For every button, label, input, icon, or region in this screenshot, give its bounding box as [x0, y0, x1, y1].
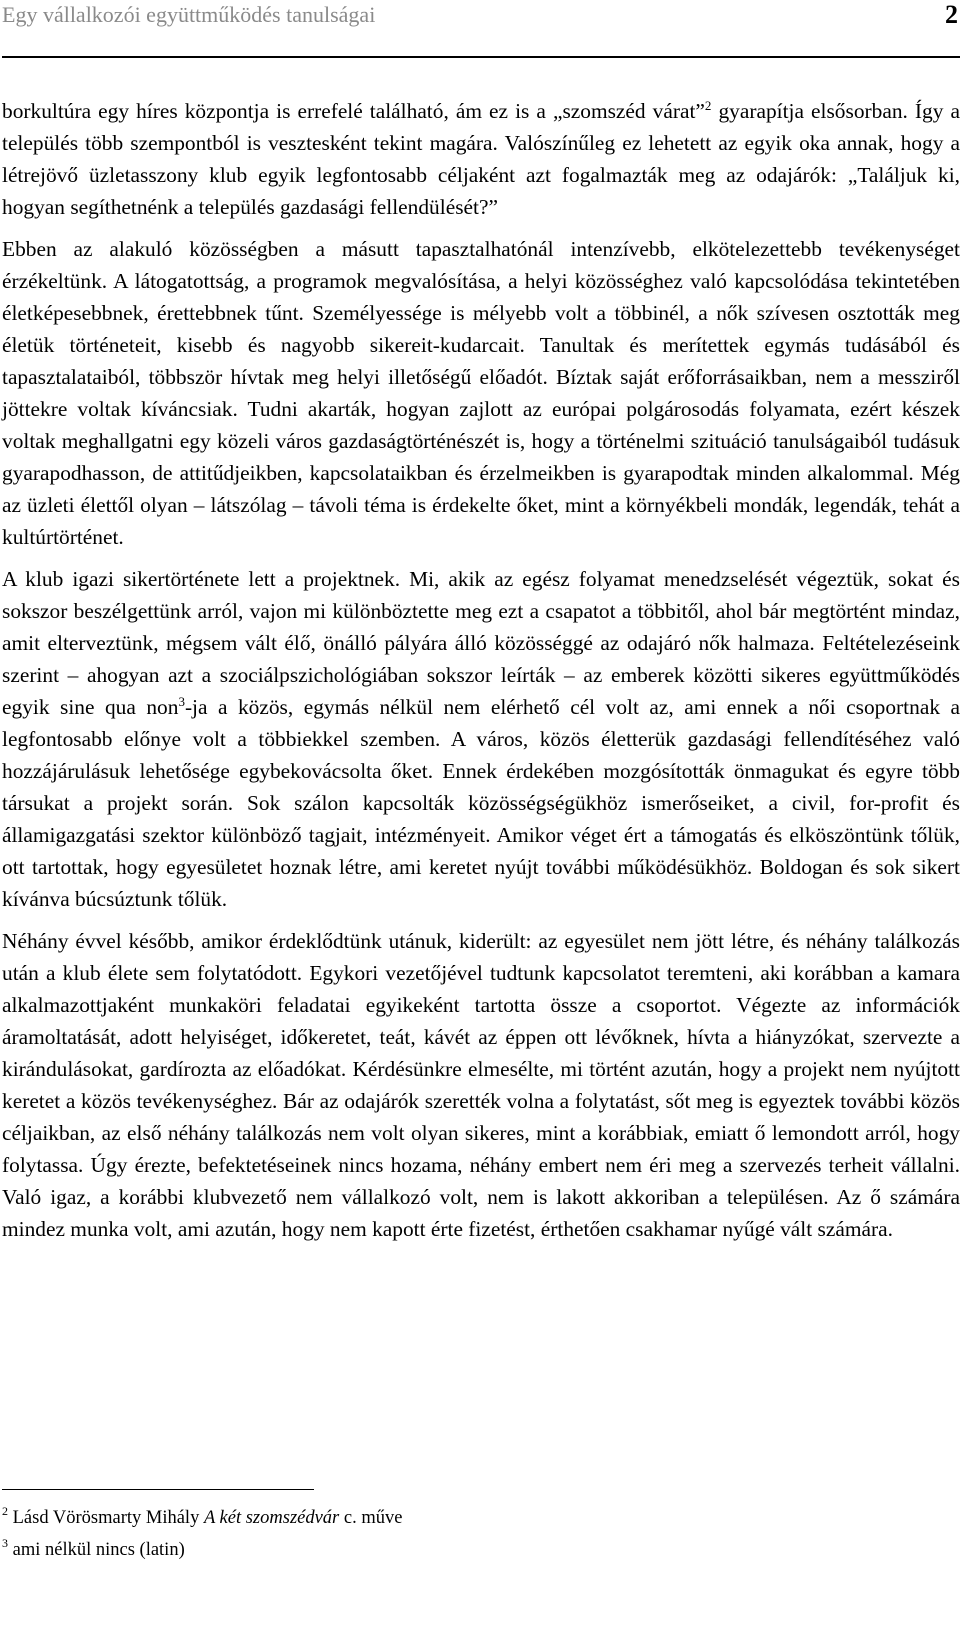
paragraph-1-text-b: gyarapítja elsősorban. Így a település több szempontból is vesztesként tekint magára. Valószínűleg ez lehetett az egyik oka annak, hogy a létrejövő üzletasszony klub egyik legfontosabb céljaként azt fogalmazták meg az odajárók: „Találjuk ki, hogyan segíthetnénk a település gazdasági fellendülését?” [2, 99, 960, 219]
paragraph-3-text-a: A klub igazi sikertörténete lett a projektnek. Mi, akik az egész folyamat menedzselését végeztük, sokat és sokszor beszélgettünk arról, vajon mi különböztette meg ezt a csapatot a többitől, ahol bár megtörtént mindaz, amit elterveztünk, mégsem vált élő, önálló pályára álló közösséggé az odajáró nők halmaza. Feltételezéseink szerint – ahogyan azt a szociálpszichológiában sokszor leírták – az emberek közötti sikeres együttműködés egyik sine qua non [2, 567, 960, 719]
running-title: Egy vállalkozói együttműködés tanulságai [2, 2, 376, 27]
paragraph-1 [2, 95, 960, 223]
paragraph-1-text-a: borkultúra egy híres központja is errefelé található, ám ez is a „szomszéd várat” [2, 99, 705, 123]
footnote-separator [2, 1489, 314, 1490]
paragraph-4: Néhány évvel később, amikor érdeklődtünk utánuk, kiderült: az egyesület nem jött létre, és néhány találkozás után a klub élete sem folytatódott. Egykori vezetőjével tudtunk kapcsolatot teremteni, aki korábban a kamara alkalmazottjaként munkaköri feladatai egyikeként tartotta össze a csoportot. Végezte az információk áramoltatását, adott helyiséget, időkeretet, teát, kávét az éppen ott lévőknek, hívta a hiányzókat, szervezte a kirándulásokat, gardírozta az előadókat. Kérdésünkre elmesélte, mi történt azután, hogy a projekt nem nyújtott keretet a közös tevékenységhez. Bár az odajárók szerették volna a folytatást, sőt meg is egyeztek további közös céljaikban, az első néhány találkozás nem volt olyan sikeres, mint a korábbiak, emiatt ő lemondott arról, hogy folytassa. Úgy érezte, befektetéseinek nincs hozama, néhány embert nem éri meg a szervezés terheit vállalni. Való igaz, a korábbi klubvezető nem vállalkozó volt, nem is lakott akkoriban a településen. Az ő számára mindez munka volt, ami azután, hogy nem kapott érte fizetést, érthetően csakhamar nyűgé vált számára. [2, 929, 960, 1241]
footnote-text: Lásd Vörösmarty Mihály [8, 1508, 204, 1528]
footnote-text: ami nélkül nincs (latin) [8, 1540, 185, 1560]
footnote-italic-title: A két szomszédvár [203, 1508, 340, 1528]
footnote-2 [2, 1502, 960, 1534]
body-text [2, 95, 960, 1255]
paragraph-3-text-b: -ja a közös, egymás nélkül nem elérhető cél volt az, ami ennek a női csoportnak a legfontosabb előnye volt a többiekkel szemben. A város, közös életterük gazdasági fellendítéséhez való hozzájárulásuk lehetősége egybekovácsolta őket. Ennek érdekében mozgósították önmagukat és egyre több társukat a projekt során. Sok szálon kapcsolták közösségségükhöz ismerőseiket, a civil, for-profit és államigazgatási szektor különböző tagjait, intézményeit. Amikor véget ért a támogatás és elköszöntünk tőlük, ott tartottak, hogy egyesületet hoznak létre, ami keretet nyújt további működésükhöz. Boldogan és sok sikert kívánva búcsúztunk tőlük. [2, 695, 960, 911]
paragraph-3 [2, 563, 960, 915]
footnote-number: 3 [2, 1536, 8, 1550]
footnote-number: 2 [2, 1504, 8, 1518]
footnote-3 [2, 1534, 960, 1566]
footnote-ref-3[interactable]: 3 [178, 694, 185, 709]
footnote-ref-2[interactable]: 2 [704, 98, 712, 113]
running-header [2, 0, 960, 58]
page-number: 2 [945, 0, 958, 29]
paragraph-2: Ebben az alakuló közösségben a másutt tapasztalhatónál intenzívebb, elkötelezettebb tevékenységet érzékeltünk. A látogatottság, a programok megvalósítása, a helyi közösséghez való kapcsolódása tekintetében életképesebbnek, érettebbnek tűnt. Személyessége is mélyebb volt a többinél, a nők szívesen osztották meg életük történeteit, kisebb és nagyobb sikereit-kudarcait. Tanultak és merítettek egymás tudásából és tapasztalataiból, többször hívtak meg helyi illetőségű előadót. Bíztak saját erőforrásaikban, nem a messziről jöttekre voltak kíváncsiak. Tudni akarták, hogyan zajlott az európai polgárosodás folyamata, ezért készek voltak meghallgatni egy közeli város gazdaságtörténészét is, hogy a történelmi szituáció tanulságaiból tudásuk gyarapodhasson, de attitűdjeikben, kapcsolataikban és érzelmeikben is gyarapodtak minden alkalommal. Még az üzleti élettől olyan – látszólag – távoli téma is érdekelte őket, mint a környékbeli mondák, legendák, tehát a kultúrtörténet. [2, 237, 960, 549]
footnote-text-end: c. műve [339, 1508, 403, 1528]
footnotes [2, 1502, 960, 1566]
